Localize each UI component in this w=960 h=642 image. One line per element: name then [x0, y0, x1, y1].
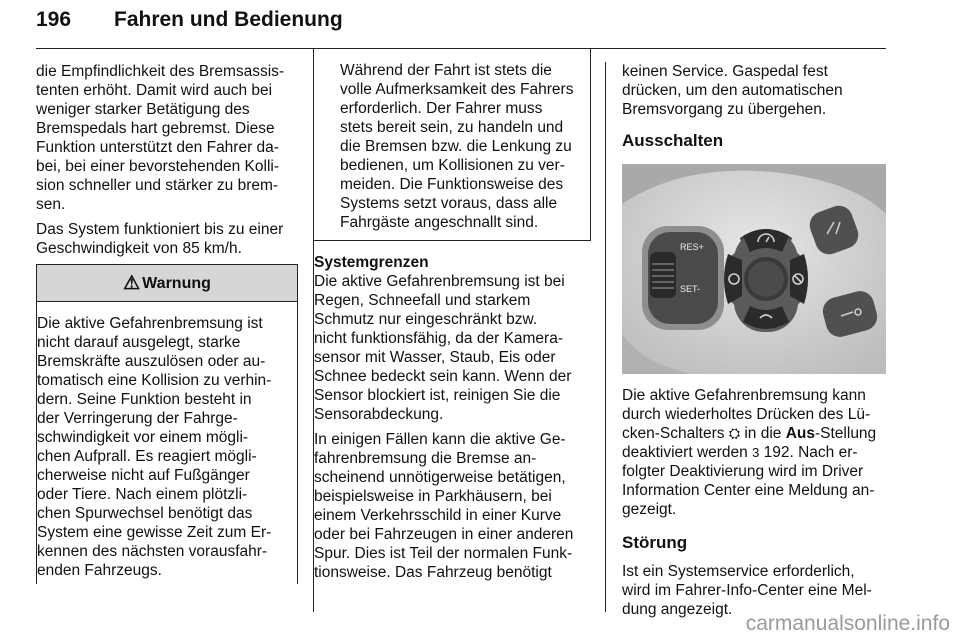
column-divider-2	[605, 62, 606, 612]
paragraph: die Empfindlichkeit des Bremsassis- tenten erhöht. Damit wird auch bei weniger starker Betätigung des Bremspedals hart gebremst. Diese Funktion unterstützt den Fahrer da- bei, bei einer bevorstehenden Kolli- sion schneller und stärker zu brem- sen.	[36, 63, 285, 213]
notice-box: Während der Fahrt ist stets die volle Aufmerksamkeit des Fahrers erforderlich. Der Fahrer muss stets bereit sein, zu handeln und die Bremsen bzw. die Lenkung zu bedienen, um Kollisionen zu ver- meiden. Die Funktionsweise des Systems setzt voraus, dass alle Fahrgäste angeschnallt sind.	[313, 48, 591, 241]
paragraph: Die aktive Gefahrenbremsung kann durch wiederholtes Drücken des Lü- cken-Schalters ⛭ in die Aus-Stellung deaktiviert werden 3 192. Nach er- folgter Deaktivierung wird im Driver Information Center eine Meldung an- gezeigt.	[622, 387, 877, 518]
res-plus-label: RES+	[680, 242, 704, 252]
paragraph: Ist ein Systemservice erforderlich, wird im Fahrer-Info-Center eine Mel- dung angezeigt.	[622, 563, 872, 618]
page-number: 196	[36, 8, 72, 31]
page-header	[36, 6, 886, 46]
warning-triangle-icon: ⚠	[123, 272, 141, 294]
paragraph: Die aktive Gefahrenbremsung ist bei Regen, Schneefall und starkem Schmutz nur eingeschränkt bzw. nicht funktionsfähig, da der Kamera- sensor mit Wasser, Staub, Eis oder Schnee bedeckt sein kann. Wenn der Sensor blockiert ist, reinigen Sie die Sensorabdeckung.	[314, 273, 572, 423]
column-2	[313, 62, 591, 588]
column-3	[622, 62, 886, 625]
steering-wheel-switch-icon: ⛭	[728, 425, 741, 441]
paragraph: In einigen Fällen kann die aktive Ge- fahrenbremsung die Bremse an- scheinend unnötigerweise betätigen, beispielsweise in Parkhäusern, bei einem Verkehrsschild in einer Kurve oder bei Fahrzeugen in einer anderen Spur. Dies ist Teil der normalen Funk- tionsweise. Das Fahrzeug benötigt	[314, 431, 574, 581]
watermark: carmanualsonline.info	[745, 612, 950, 635]
warning-title: Warnung	[142, 274, 211, 292]
paragraph: keinen Service. Gaspedal fest drücken, um den automatischen Bremsvorgang zu übergehen.	[622, 63, 843, 118]
section-heading-stoerung: Störung	[622, 533, 688, 552]
column-1	[36, 62, 298, 584]
steering-wheel-illustration	[622, 164, 886, 374]
warning-header	[37, 265, 297, 302]
page-reference-icon: 3	[752, 445, 760, 460]
warning-box	[36, 264, 298, 302]
aus-position-label: Aus	[785, 425, 815, 442]
section-heading-ausschalten: Ausschalten	[622, 131, 724, 150]
paragraph: Das System funktioniert bis zu einer Geschwindigkeit von 85 km/h.	[36, 221, 284, 257]
set-minus-label: SET-	[680, 284, 701, 294]
warning-body: Die aktive Gefahrenbremsung ist nicht darauf ausgelegt, starke Bremskräfte auszulösen oder au- tomatisch eine Kollision zu verhin- dern. Seine Funktion besteht in der Verringerung der Fahrge- schwindigkeit vor einem mögli- chen Aufprall. Es reagiert mögli- cherweise nicht auf Fußgänger oder Tiere. Nach einem plötzli- chen Spurwechsel benötigt das System eine gewisse Zeit zum Er- kennen des nächsten vorausfahr- enden Fahrzeugs.	[36, 302, 298, 584]
page-title: Fahren und Bedienung	[114, 8, 343, 31]
steering-wheel-figure	[622, 164, 886, 374]
subheading: Systemgrenzen	[314, 254, 429, 271]
